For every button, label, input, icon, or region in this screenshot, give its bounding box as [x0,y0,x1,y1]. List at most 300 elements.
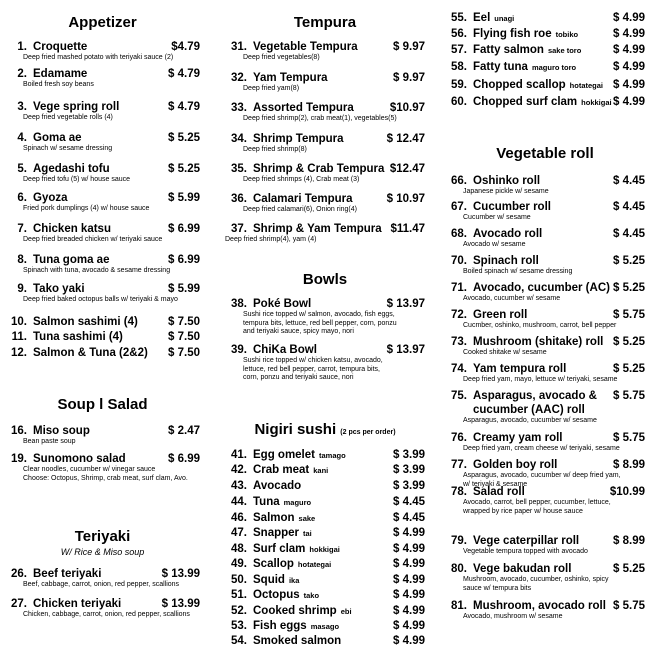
item-name: Avocado [253,480,302,492]
menu-item-line [225,588,425,602]
menu-item [5,253,200,276]
item-price: $ 4.99 [393,589,425,601]
item-price: $ 5.75 [613,600,645,612]
item-name: Octopus [253,589,300,601]
item-price: $ 12.47 [386,133,425,145]
menu-item [5,191,200,214]
item-description: Deep fried breaded chicken w/ teriyaki sauce [23,236,163,243]
item-price: $12.47 [389,163,425,175]
item-name: Golden boy roll [473,459,558,471]
item-number: 54. [231,635,247,647]
item-description: Deep fried shrimp(2), crab meat(1), vegetables(5) [243,115,397,122]
item-number: 34. [231,133,247,145]
menu-item-line [225,222,425,236]
item-price: $ 13.99 [161,598,200,610]
item-price: $ 4.45 [393,512,425,524]
item-number: 16. [11,425,27,437]
menu-item-line [445,389,645,403]
item-name: Miso soup [33,425,90,437]
item-number: 36. [231,193,247,205]
item-japanese-name: hotategai [297,560,332,569]
menu-item-line [445,254,645,268]
item-price: $ 8.99 [613,535,645,547]
item-number: 67. [451,201,467,213]
menu-item-line [445,431,645,445]
item-number: 33. [231,102,247,114]
menu-item-line [5,597,200,611]
menu-item [445,599,645,622]
menu-item [445,389,645,426]
menu-item [445,27,645,41]
item-price: $10.99 [609,486,645,498]
menu-item-line [445,11,645,25]
item-number: 7. [17,223,27,235]
menu-item [225,573,425,587]
item-description: Deep fried calamari(6), Onion ring(4) [243,206,357,213]
item-price: $ 5.99 [168,192,200,204]
menu-item-line [5,191,200,205]
menu-item-line [445,200,645,214]
menu-item [5,346,200,360]
item-number: 49. [231,558,247,570]
item-name: Chicken katsu [33,223,111,235]
menu-item [5,100,200,123]
menu-item-line [445,95,645,109]
item-description: Cooked shitake w/ sesame [463,349,547,356]
menu-item [225,495,425,509]
item-description: Avocado w/ sesame [463,241,526,248]
item-number: 27. [11,598,27,610]
item-price: $ 4.99 [393,574,425,586]
item-price: $ 5.75 [613,432,645,444]
item-price: $ 4.99 [613,12,645,24]
menu-item [5,40,200,63]
menu-item [225,557,425,571]
item-name: Vege spring roll [33,101,120,113]
item-price: $ 5.25 [168,163,200,175]
item-number: 50. [231,574,247,586]
item-name: Poké Bowl [253,298,312,310]
menu-item-line [225,511,425,525]
item-name: Spinach roll [473,255,539,267]
item-price: $ 5.75 [613,309,645,321]
item-number: 35. [231,163,247,175]
item-number: 74. [451,363,467,375]
item-price: $ 5.25 [168,132,200,144]
item-description: Deep fried shrimp(8) [243,146,307,153]
menu-item-line [225,343,425,357]
item-description: corn, ponzu and teriyaki sauce, nori [243,374,354,381]
item-price: $ 4.99 [613,28,645,40]
menu-item [225,162,425,185]
menu-item [225,343,425,383]
item-number: 31. [231,41,247,53]
item-name: Cooked shrimp [253,605,337,617]
menu-item-line [5,40,200,54]
menu-item [5,330,200,344]
item-number: 75. [451,390,467,402]
item-name: Salad roll [473,486,525,498]
item-description: tempura bits, lettuce, red bell pepper, corn, ponzu [243,319,397,327]
menu-item [445,200,645,223]
item-name: Tuna sashimi (4) [33,331,123,343]
soup-salad-heading: Soup l Salad [57,396,148,413]
teriyaki-heading: Teriyaki [74,528,131,545]
item-number: 46. [231,512,247,524]
menu-item [225,526,425,540]
item-price: $ 7.50 [168,331,200,343]
item-number: 1. [17,41,27,53]
item-description: Beef, cabbage, carrot, onion, red pepper, scallions [23,581,180,588]
menu-item-line [445,362,645,376]
item-description: Asparagus, avocado, cucumber w/ sesame [463,417,597,424]
teriyaki-subtitle: W/ Rice & Miso soup [60,547,145,557]
item-description: Deep fried shrimps (4), Crab meat (3) [243,176,360,183]
menu-item [225,297,425,337]
bowls-heading: Bowls [302,271,348,288]
item-name: Tuna [253,496,280,508]
item-name: Creamy yam roll [473,432,563,444]
item-number: 11. [11,331,27,343]
item-number: 5. [17,163,27,175]
item-price: $ 5.25 [613,255,645,267]
item-number: 39. [231,344,247,356]
menu-item-line [225,463,425,477]
menu-item-line2 [445,403,645,417]
item-description: Clear noodles, cucumber w/ vinegar sauce [23,466,156,473]
menu-item-line [225,448,425,462]
item-number: 57. [451,44,467,56]
menu-item [445,43,645,57]
item-description: Bean paste soup [23,438,76,445]
item-description: Avocado, carrot, bell pepper, cucumber, lettuce, [463,499,611,506]
item-name: Yam Tempura [253,72,328,84]
item-number: 80. [451,563,467,575]
item-name: Salmon & Tuna (2&2) [33,347,148,359]
item-name: Chopped surf clam [473,96,578,108]
item-price: $ 3.99 [393,449,425,461]
menu-item-line [5,162,200,176]
item-number: 38. [231,298,247,310]
item-number: 73. [451,336,467,348]
menu-item-line [445,281,645,295]
item-japanese-name: maguro toro [531,63,577,72]
menu-item-line [445,43,645,57]
item-number: 3. [17,101,27,113]
item-description: Sushi rice topped w/ salmon, avocado, fish eggs, [243,311,395,318]
item-name: Green roll [473,309,528,321]
menu-item-line [225,619,425,633]
item-description: Fried pork dumplings (4) w/ house sauce [23,205,150,212]
item-number: 60. [451,96,467,108]
item-description: Sushi rice topped w/ chicken katsu, avocado, [243,357,383,364]
menu-item [445,308,645,331]
item-description: Vegetable tempura topped with avocado [463,548,588,555]
menu-item-line [225,479,425,493]
menu-item-line [5,67,200,81]
menu-item [225,463,425,477]
menu-item-line [445,308,645,322]
item-japanese-name: hokkigai [581,98,612,107]
item-japanese-name: hokkigai [309,545,340,554]
menu-item [225,40,425,63]
item-japanese-name: tobiko [555,30,579,39]
item-price: $ 4.45 [393,496,425,508]
item-name: Salmon sashimi (4) [33,316,138,328]
item-name: Crab meat [253,464,310,476]
item-number: 44. [231,496,247,508]
item-japanese-name: maguro [283,498,312,507]
item-price: $ 4.99 [613,96,645,108]
item-price: $ 4.99 [393,558,425,570]
item-description: Avocado, mushroom w/ sesame [463,613,563,620]
menu-item-line [225,162,425,176]
menu-item-line [225,132,425,146]
item-number: 56. [451,28,467,40]
item-description: Avocado, cucumber w/ sesame [463,295,561,302]
item-japanese-name: ika [288,576,300,585]
item-name: Snapper [253,527,300,539]
item-price: $ 13.99 [161,568,200,580]
item-name: Flying fish roe [473,28,552,40]
menu-item [225,634,425,648]
nigiri-heading [225,421,425,438]
item-price: $ 7.50 [168,347,200,359]
item-description: Chicken, cabbage, carrot, onion, red pepper, scallions [23,611,190,618]
item-number: 52. [231,605,247,617]
menu-item-line [5,452,200,466]
item-description: Spinach w/ sesame dressing [23,145,113,152]
item-number: 12. [11,347,27,359]
menu-item-line [445,78,645,92]
item-number: 76. [451,432,467,444]
menu-item-line [225,604,425,618]
item-number: 4. [17,132,27,144]
item-description: Deep fried vegetables(8) [243,54,320,61]
item-price: $ 3.99 [393,464,425,476]
item-name: Calamari Tempura [253,193,353,205]
menu-item [445,485,645,516]
item-name: Sunomono salad [33,453,126,465]
item-name: Fatty tuna [473,61,528,73]
menu-item-line [445,227,645,241]
menu-item-line [225,557,425,571]
item-description: Deep fried vegetable rolls (4) [23,114,113,121]
item-name: ChiKa Bowl [253,344,317,356]
item-price: $ 4.79 [168,101,200,113]
item-number: 77. [451,459,467,471]
item-name: Avocado roll [473,228,543,240]
item-description: Cucumber w/ sesame [463,214,531,221]
item-name: Shrimp Tempura [253,133,344,145]
menu-item [5,131,200,154]
item-name-continued: cucumber (AAC) roll [473,404,585,416]
menu-item [5,452,200,483]
menu-item [5,567,200,590]
tempura-heading: Tempura [293,14,357,31]
item-price: $ 4.99 [613,79,645,91]
menu-item [225,619,425,633]
item-price: $ 4.99 [613,44,645,56]
item-number: 43. [231,480,247,492]
menu-item [225,588,425,602]
item-name: Egg omelet [253,449,315,461]
item-name: Shrimp & Yam Tempura [253,223,382,235]
menu-item [445,335,645,358]
item-price: $ 4.99 [393,527,425,539]
appetizer-heading: Appetizer [68,14,137,31]
item-number: 51. [231,589,247,601]
menu-item-line [445,458,645,472]
menu-item [445,227,645,250]
item-description: Cucmber, oshinko, mushroom, carrot, bell pepper [463,322,617,329]
item-price: $ 2.47 [168,425,200,437]
item-number: 78. [451,486,467,498]
item-number: 66. [451,175,467,187]
item-japanese-name: ebi [340,607,352,616]
item-description: sauce w/ tempura bits [463,584,532,592]
item-description: Boiled spinach w/ sesame dressing [463,268,573,275]
item-price: $11.47 [390,223,425,235]
item-price: $ 6.99 [168,223,200,235]
item-number: 71. [451,282,467,294]
menu-item [445,78,645,92]
menu-item-line [225,71,425,85]
item-name: Mushroom, avocado roll [473,600,606,612]
item-number: 68. [451,228,467,240]
menu-item-line [5,567,200,581]
menu-item [225,222,425,245]
item-number: 9. [17,283,27,295]
item-name: Tuna goma ae [33,254,110,266]
item-price: $ 5.25 [613,563,645,575]
item-description: Deep fried yam, mayo, lettuce w/ teriyaki, sesame [463,376,618,383]
item-description: Deep fried baked octopus balls w/ teriyaki & mayo [23,296,178,303]
item-price: $ 6.99 [168,254,200,266]
item-name: Shrimp & Crab Tempura [253,163,385,175]
menu-item-line [5,330,200,344]
item-price: $ 4.99 [613,61,645,73]
item-name: Goma ae [33,132,82,144]
item-price: $ 4.99 [393,635,425,647]
nigiri-title: Nigiri sushi [254,421,337,438]
item-name: Squid [253,574,285,586]
menu-item-line [225,192,425,206]
item-name: Croquette [33,41,88,53]
menu-item-line [445,335,645,349]
menu-item-line [225,542,425,556]
item-description: Deep fried yam(8) [243,85,300,92]
item-description: Deep fried shrimp(4), yam (4) [225,236,317,243]
item-number: 2. [17,68,27,80]
item-description: Mushroom, avocado, cucumber, oshinko, spicy [463,576,609,583]
item-number: 53. [231,620,247,632]
item-name: Vegetable Tempura [253,41,358,53]
item-price: $ 5.25 [613,363,645,375]
menu-item [445,254,645,277]
item-description: w/ teriyaki & sesame [463,480,528,488]
item-price: $ 4.99 [393,543,425,555]
item-price: $ 5.25 [613,336,645,348]
item-name: Assorted Tempura [253,102,354,114]
item-number: 70. [451,255,467,267]
menu-item [445,281,645,304]
item-name: Agedashi tofu [33,163,110,175]
item-number: 59. [451,79,467,91]
item-name: Smoked salmon [253,635,342,647]
item-price: $ 5.75 [613,390,645,402]
item-japanese-name: unagi [494,14,515,23]
item-number: 41. [231,449,247,461]
menu-item-line [445,174,645,188]
item-name: Vege caterpillar roll [473,535,580,547]
item-price: $ 4.99 [393,605,425,617]
item-price: $ 3.99 [393,480,425,492]
menu-item-line [445,599,645,613]
item-description: wrapped by rice paper w/ house sauce [463,507,583,515]
item-name: Oshinko roll [473,175,541,187]
item-price: $ 13.97 [386,298,425,310]
item-name: Vege bakudan roll [473,563,572,575]
menu-item-line [5,424,200,438]
menu-item [5,222,200,245]
menu-item [5,597,200,620]
item-name: Yam tempura roll [473,363,567,375]
item-number: 8. [17,254,27,266]
item-description: Boiled fresh soy beans [23,81,94,88]
menu-item-line [225,526,425,540]
item-number: 37. [231,223,247,235]
menu-item [445,174,645,197]
item-japanese-name: tai [303,529,312,538]
item-description: and teriyaki sauce, spicy mayo, nori [243,328,354,335]
item-number: 79. [451,535,467,547]
menu-item [445,95,645,109]
item-number: 42. [231,464,247,476]
item-japanese-name: masago [310,622,340,631]
menu-item [5,67,200,90]
item-name: Tako yaki [33,283,85,295]
menu-item-line [5,131,200,145]
item-name: Edamame [33,68,88,80]
item-name: Chicken teriyaki [33,598,122,610]
item-description: Deep fried mashed potato with teriyaki sauce (2) [23,54,174,61]
menu-item [225,511,425,525]
vegetable-roll-heading: Vegetable roll [496,145,594,162]
menu-item-line [445,534,645,548]
item-japanese-name: tako [303,591,320,600]
item-number: 48. [231,543,247,555]
item-price: $ 5.25 [613,282,645,294]
menu-item-line [225,495,425,509]
item-name: Eel [473,12,491,24]
item-name: Scallop [253,558,294,570]
item-price: $ 4.45 [613,228,645,240]
menu-item [445,534,645,557]
menu-item [5,315,200,329]
menu-item [225,448,425,462]
menu-item [5,424,200,447]
item-description: Deep fried tofu (5) w/ house sauce [23,176,131,183]
item-number: 47. [231,527,247,539]
item-number: 58. [451,61,467,73]
menu-item [445,431,645,454]
item-japanese-name: sake [298,514,316,523]
item-number: 6. [17,192,27,204]
item-price: $ 8.99 [613,459,645,471]
menu-item [225,604,425,618]
menu-item [445,362,645,385]
